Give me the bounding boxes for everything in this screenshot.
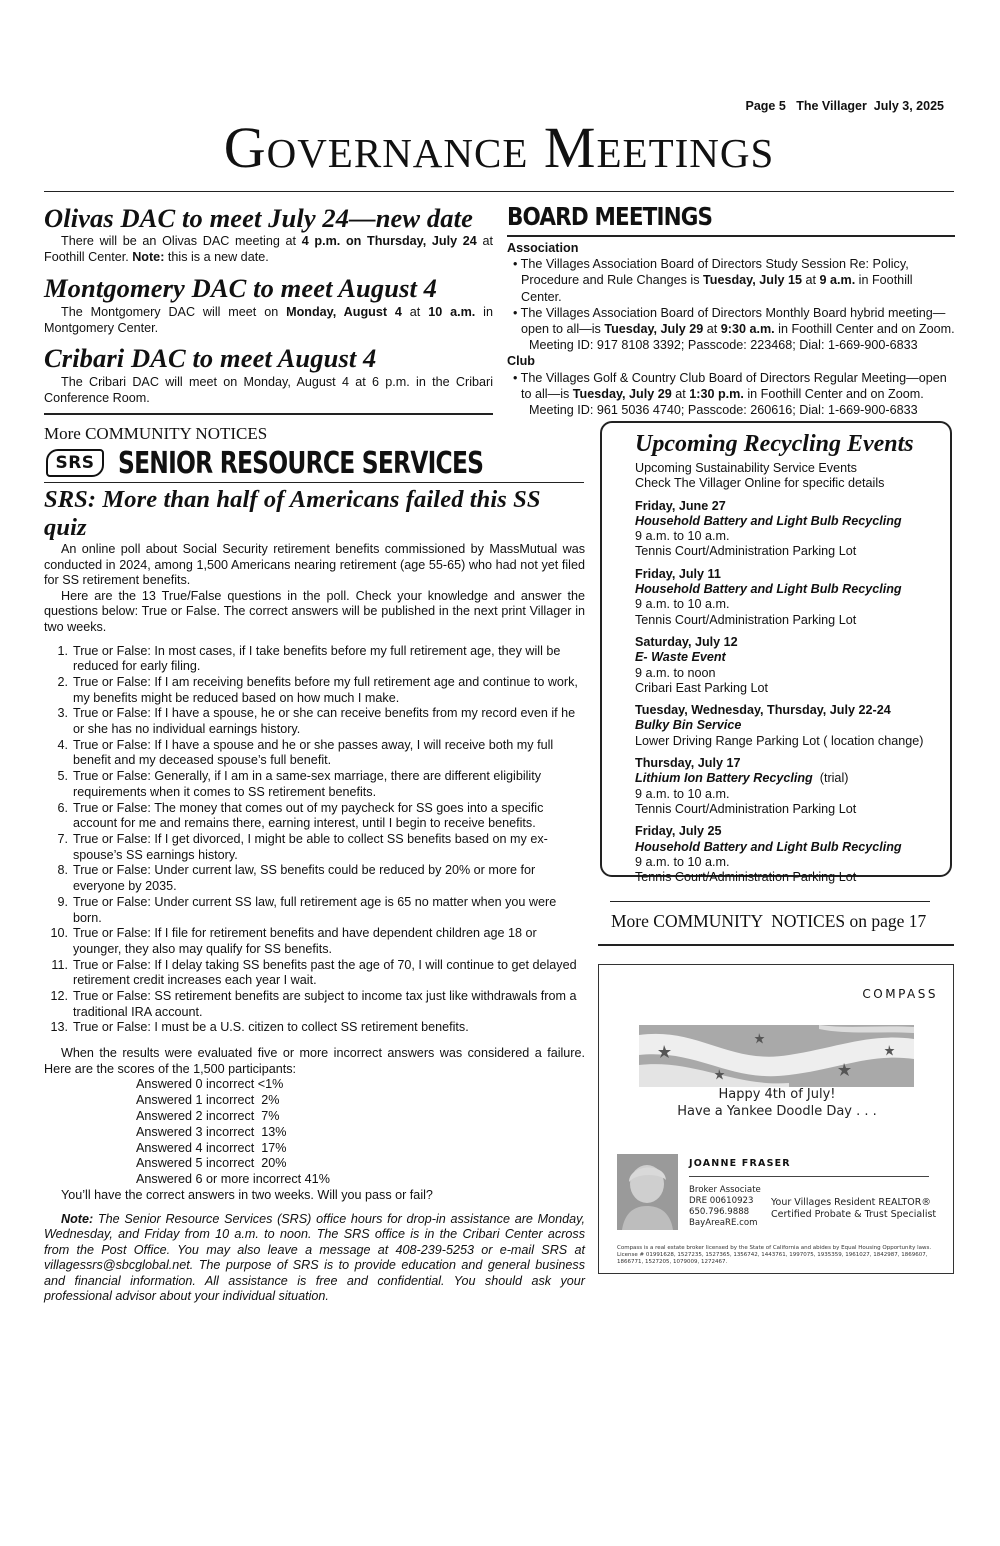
more-notices-rule-bottom [598, 944, 954, 946]
score-row: Answered 1 incorrect 2% [136, 1093, 280, 1108]
community-notices-label: More COMMUNITY NOTICES [44, 424, 268, 443]
srs-logo: SRS [46, 449, 104, 477]
quiz-question-text: True or False: If I have a spouse, he or she can receive benefits from my record even if he or she has no individual earnings history. [73, 706, 576, 737]
quiz-question-text: True or False: I must be a U.S. citizen to collect SS retirement benefits. [73, 1020, 469, 1035]
agent-name: JOANNE FRASER [689, 1158, 791, 1169]
event-name: Lithium Ion Battery Recycling [635, 771, 813, 786]
quiz-question-number: 5. [57, 769, 68, 784]
recycling-event [635, 499, 936, 560]
event-time: 9 a.m. to noon [635, 665, 716, 680]
event-location: Tennis Court/Administration Parking Lot [635, 801, 857, 816]
srs-article [44, 486, 585, 1305]
more-notices-rule-top [610, 901, 930, 902]
assoc-meeting-2: • The Villages Association Board of Directors Monthly Board hybrid meeting—open to all—is Tuesday, July 29 at 9:30 a.m. in Foothill Center and on Zoom. [513, 305, 955, 337]
more-notices-label: More COMMUNITY NOTICES on page 17 [611, 911, 927, 931]
dac-body-cribari: The Cribari DAC will meet on Monday, August 4 at 6 p.m. in the Cribari Conference Room. [44, 375, 493, 405]
dac-title-olivas: Olivas DAC to meet July 24—new date [44, 203, 473, 233]
quiz-question-text: True or False: Under current SS law, full retirement age is 65 no matter when you were born. [73, 894, 557, 925]
srs-note [44, 1212, 585, 1306]
note-label: Note: [61, 1211, 94, 1226]
event-date: Tuesday, Wednesday, Thursday, July 22-24 [635, 703, 891, 718]
quiz-question [44, 989, 585, 1020]
club-label: Club [507, 354, 535, 369]
event-date: Thursday, July 17 [635, 756, 741, 771]
quiz-question [44, 769, 585, 800]
event-note: (trial) [819, 771, 849, 786]
dac-body-montgomery: The Montgomery DAC will meet on Monday, August 4 at 10 a.m. in Montgomery Center. [44, 305, 493, 335]
quiz-question-number: 6. [57, 800, 68, 815]
event-location: Lower Driving Range Parking Lot ( location change) [635, 733, 924, 748]
quiz-question-text: True or False: If I get divorced, I might be able to collect SS benefits based on my ex-spouse’s SS earnings history. [73, 832, 548, 862]
event-location: Tennis Court/Administration Parking Lot [635, 870, 857, 885]
event-name: E- Waste Event [635, 650, 726, 665]
srs-intro-paragraph-1: An online poll about Social Security retirement benefits commissioned by MassMutual was conducted in 2024, among 1,500 Americans nearing retirement (age 55-65) who had not yet filed for SS retirement benefits. [44, 542, 585, 588]
srs-results [44, 1046, 585, 1077]
quiz-question [44, 644, 585, 675]
score-row: Answered 0 incorrect <1% [136, 1077, 284, 1092]
srs-intro-paragraph-2: Here are the 13 True/False questions in the poll. Check your knowledge and answer the questions below: True or False. The correct answers will be published in the next print Villager in two weeks. [44, 588, 585, 634]
agent-dre: DRE 00610923 [689, 1196, 754, 1206]
dac-title-montgomery: Montgomery DAC to meet August 4 [44, 273, 438, 304]
srs-article-title: SRS: More than half of Americans failed this SS quiz [44, 486, 541, 541]
association-label: Association [507, 241, 579, 255]
recycling-title: Upcoming Recycling Events [635, 431, 914, 457]
page-line: Page 5 The Villager July 3, 2025 [745, 99, 944, 113]
quiz-question [44, 675, 585, 706]
agent-website: BayAreaRE.com [689, 1218, 758, 1228]
recycling-event [635, 703, 936, 749]
srs-heading: SENIOR RESOURCE SERVICES [118, 446, 484, 481]
score-list [44, 1077, 585, 1188]
quiz-question [44, 801, 585, 832]
ad-disclaimer: Compass is a real estate broker licensed by the State of California and abides by Equal Housing Opportunity laws. License # 01991628, 1527235, 1527365, 1356742, 1443761, 1997075, 1935359, 1961027, 1842987, 1869607, 1866771, 1527205, 1079009, 1272467. [617, 1245, 932, 1265]
event-date: Saturday, July 12 [635, 634, 738, 649]
quiz-questions [44, 644, 585, 1037]
score-row: Answered 2 incorrect 7% [136, 1108, 280, 1123]
recycling-event [635, 635, 936, 696]
quiz-question-text: True or False: If I am receiving benefits before my full retirement age and continue to work, my benefits might be reduced based on how much I make. [73, 674, 578, 705]
quiz-question-text: True or False: Under current law, SS benefits could be reduced by 20% or more for everyone by 2035. [73, 863, 536, 894]
quiz-question-text: True or False: The money that comes out of my paycheck for SS goes into a specific account for me and remains there, earning interest, until I begin to receive benefits. [73, 800, 544, 831]
ad-greeting-1: Happy 4th of July! [718, 1087, 836, 1102]
quiz-question [44, 958, 585, 989]
event-name: Household Battery and Light Bulb Recycling [635, 513, 902, 528]
score-row: Answered 3 incorrect 13% [136, 1124, 287, 1139]
agent-photo [617, 1154, 678, 1230]
quiz-question-number: 13. [50, 1020, 68, 1035]
quiz-question-text: True or False: In most cases, if I take benefits before my full retirement age, they will be reduced for early filing. [73, 643, 561, 674]
event-name: Household Battery and Light Bulb Recycling [635, 582, 902, 597]
event-location: Tennis Court/Administration Parking Lot [635, 612, 857, 627]
event-location: Tennis Court/Administration Parking Lot [635, 544, 857, 559]
event-time: 9 a.m. to 10 a.m. [635, 597, 730, 612]
agent-phone: 650.796.9888 [689, 1207, 750, 1217]
recycling-event [635, 756, 936, 817]
recycling-events [635, 499, 936, 886]
quiz-question-text: True or False: SS retirement benefits are subject to income tax just like withdrawals from a traditional IRA account. [73, 989, 577, 1019]
masthead: Governance Meetings [223, 115, 775, 180]
score-row: Answered 6 or more incorrect 41% [136, 1172, 330, 1187]
quiz-question-number: 10. [50, 926, 68, 941]
quiz-question [44, 832, 585, 863]
quiz-question-number: 8. [57, 863, 68, 878]
agent-tagline-2: Certified Probate & Trust Specialist [771, 1208, 937, 1220]
quiz-question [44, 895, 585, 926]
note-text: The Senior Resource Services (SRS) office hours for drop-in assistance are Monday, Wednesday, and Friday from 10 a.m. to noon. The SRS office is in the Cribari Center across from the Post Office. You may also leave a message at 408-239-5253 or e-mail SRS at villagessrs@sbcglobal.net. The purpose of SRS is to provide education and general business and financial information. All assistance is free and confidential. You should ask your professional advisor about your individual situation. [44, 1211, 585, 1304]
recycling-subtitle-1: Upcoming Sustainability Service Events [635, 461, 857, 475]
event-name: Household Battery and Light Bulb Recycling [635, 839, 902, 854]
quiz-question [44, 863, 585, 894]
quiz-question-number: 1. [57, 643, 68, 658]
results-intro: When the results were evaluated five or more incorrect answers was considered a failure. Here are the scores of the 1,500 participants: [44, 1046, 585, 1076]
agent-rule [689, 1176, 929, 1177]
recycling-subtitle-2: Check The Villager Online for specific details [635, 476, 885, 491]
masthead-rule [44, 191, 954, 192]
event-time: 9 a.m. to 10 a.m. [635, 786, 730, 801]
club-zoom-info: Meeting ID: 961 5036 4740; Passcode: 260616; Dial: 1-669-900-6833 [529, 403, 918, 418]
quiz-question-number: 4. [57, 737, 68, 752]
agent-role: Broker Associate [689, 1185, 761, 1195]
dac-bottom-rule [44, 413, 493, 415]
event-location: Cribari East Parking Lot [635, 680, 768, 695]
quiz-question [44, 926, 585, 957]
assoc-zoom-info: Meeting ID: 917 8108 3392; Passcode: 223468; Dial: 1-669-900-6833 [529, 338, 918, 353]
recycling-event [635, 567, 936, 628]
event-time: 9 a.m. to 10 a.m. [635, 854, 730, 869]
club-meeting-1: • The Villages Golf & Country Club Board of Directors Regular Meeting—open to all—is Tuesday, July 29 at 1:30 p.m. in Foothill Center and on Zoom. [513, 370, 947, 401]
quiz-question-text: True or False: If I delay taking SS benefits past the age of 70, I will continue to get delayed retirement credit increases each year I wait. [73, 957, 577, 988]
board-meetings [507, 200, 955, 418]
results-closing: You’ll have the correct answers in two weeks. Will you pass or fail? [61, 1187, 433, 1202]
srs-heading-rule [44, 482, 584, 483]
dac-column [44, 200, 493, 407]
quiz-question-text: True or False: Generally, if I am in a same-sex marriage, there are different eligibility requirements when it comes to SS retirement benefits. [73, 769, 542, 799]
quiz-question-number: 3. [57, 706, 68, 721]
event-date: Friday, July 25 [635, 824, 722, 839]
quiz-question-number: 9. [57, 894, 68, 909]
quiz-question-number: 2. [57, 674, 68, 689]
recycling-box [600, 421, 952, 885]
quiz-question [44, 1020, 585, 1036]
quiz-question-text: True or False: If I file for retirement benefits and have dependent children age 18 or younger, they also may qualify for SS benefits. [73, 926, 537, 956]
dac-body-olivas: There will be an Olivas DAC meeting at 4 p.m. on Thursday, July 24 at Foothill Center. Note: this is a new date. [44, 234, 494, 264]
event-date: Friday, June 27 [635, 498, 726, 513]
quiz-question [44, 706, 585, 737]
score-row: Answered 4 incorrect 17% [136, 1140, 287, 1155]
agent-tagline-1: Your Villages Resident REALTOR® [771, 1197, 931, 1208]
ad-greeting-2: Have a Yankee Doodle Day . . . [677, 1104, 877, 1119]
recycling-event [635, 824, 936, 885]
event-date: Friday, July 11 [635, 566, 721, 581]
quiz-question [44, 738, 585, 769]
quiz-question-number: 7. [57, 832, 68, 846]
dac-title-cribari: Cribari DAC to meet August 4 [44, 343, 377, 374]
event-name: Bulky Bin Service [635, 718, 742, 733]
compass-logo: COMPASS [862, 987, 938, 1001]
board-title-rule [507, 235, 955, 237]
compass-ad [598, 964, 954, 1274]
quiz-question-text: True or False: If I have a spouse and he or she passes away, I will receive both my full benefit and my deceased spouse’s full benefit. [73, 737, 554, 768]
assoc-meeting-1: • The Villages Association Board of Directors Study Session Re: Policy, Procedure and Rule Changes is Tuesday, July 15 at 9 a.m. in Foothill Center. [513, 257, 913, 304]
flag-banner [639, 1025, 914, 1087]
quiz-question-number: 12. [50, 989, 68, 1004]
score-row: Answered 5 incorrect 20% [136, 1156, 287, 1171]
flag-banner-art [639, 1025, 914, 1087]
board-title: BOARD MEETINGS [507, 202, 713, 231]
event-time: 9 a.m. to 10 a.m. [635, 529, 730, 544]
quiz-question-number: 11. [51, 957, 68, 972]
srs-intro [44, 542, 585, 636]
